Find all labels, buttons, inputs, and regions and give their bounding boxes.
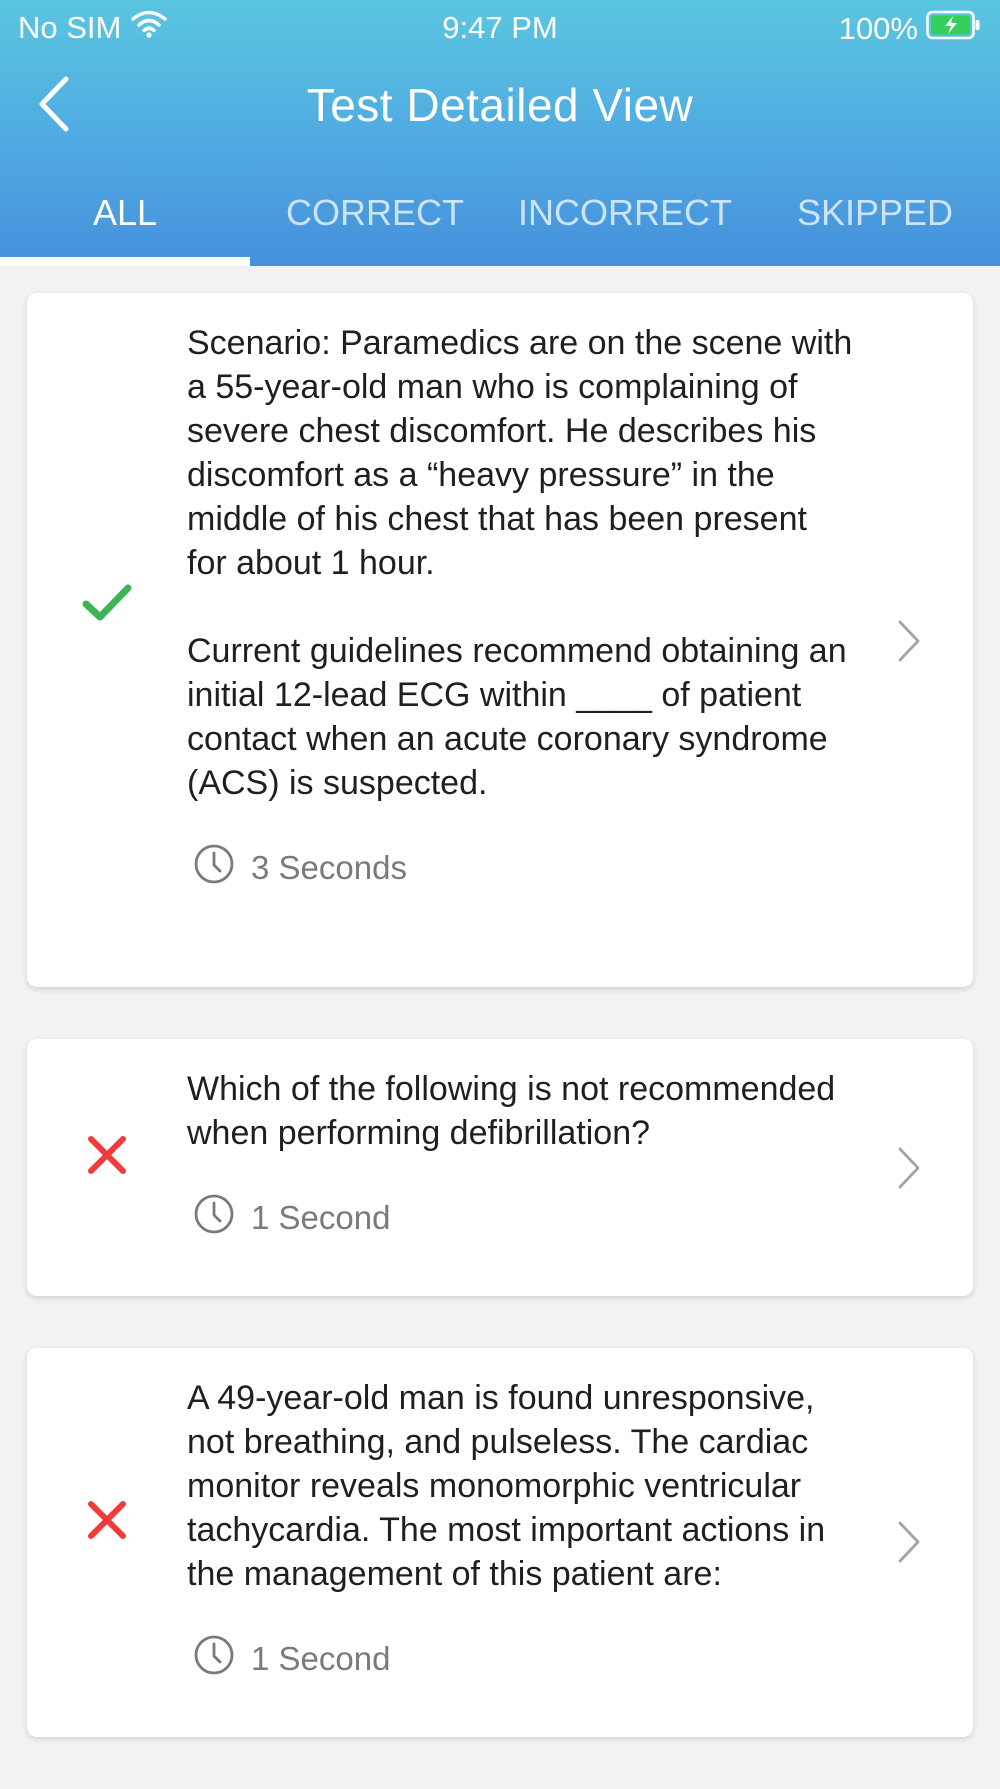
battery-percent: 100% <box>838 11 918 46</box>
tab-all[interactable]: ALL <box>0 180 250 266</box>
cross-icon <box>87 1500 127 1545</box>
time-spent <box>193 1155 973 1269</box>
page-title: Test Detailed View <box>306 79 694 131</box>
chevron-right-icon[interactable] <box>889 1517 929 1567</box>
clock-icon <box>193 1193 235 1243</box>
question-text: Which of the following is not recommended when performing defibrillation? <box>187 1070 845 1152</box>
time-spent <box>193 805 973 919</box>
clock-icon <box>193 1634 235 1684</box>
question-card[interactable] <box>27 1039 973 1296</box>
carrier-label: No SIM <box>18 10 122 45</box>
header <box>0 0 1000 266</box>
status-right <box>839 10 982 48</box>
chevron-right-icon[interactable] <box>889 1143 929 1193</box>
cross-icon <box>87 1135 127 1180</box>
correct-status <box>79 577 135 633</box>
checkmark-icon <box>82 583 132 628</box>
nav-bar <box>0 56 1000 156</box>
battery-charging-icon <box>926 10 982 48</box>
clock-icon <box>193 843 235 893</box>
time-spent <box>193 1596 973 1710</box>
time-spent-label: 1 Second <box>251 1199 391 1236</box>
question-list <box>27 293 973 1789</box>
incorrect-status <box>79 1129 135 1185</box>
question-text: A 49-year-old man is found unresponsive, not breathing, and pulseless. The cardiac monitor reveals monomorphic ventricular tachycardia. The most important actions in the management of this patient are: <box>187 1379 835 1593</box>
status-time: 9:47 PM <box>442 10 558 45</box>
tab-skipped[interactable]: SKIPPED <box>796 192 954 233</box>
time-spent-label: 1 Second <box>251 1640 391 1677</box>
tab-incorrect[interactable]: INCORRECT <box>518 192 732 233</box>
question-card[interactable] <box>27 1348 973 1737</box>
chevron-right-icon[interactable] <box>889 616 929 666</box>
tab-correct[interactable]: CORRECT <box>286 192 464 233</box>
tab-bar <box>0 180 1000 266</box>
question-card[interactable] <box>27 293 973 987</box>
incorrect-status <box>79 1494 135 1550</box>
time-spent-label: 3 Seconds <box>251 849 407 886</box>
question-text: Scenario: Paramedics are on the scene with a 55-year-old man who is complaining of severe chest discomfort. He describes his discomfort as a “heavy pressure” in the middle of his chest that has been present for about 1 hour. Current guidelines recommend obtaining an initial 12-lead ECG within ____ of patient contact when an acute coronary syndrome (ACS) is suspected. <box>187 324 853 802</box>
status-bar <box>0 0 1000 56</box>
